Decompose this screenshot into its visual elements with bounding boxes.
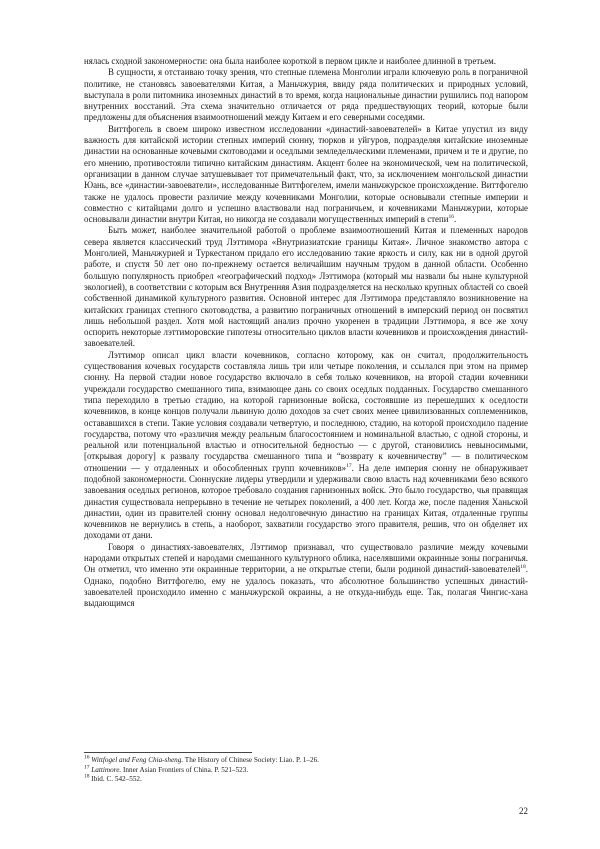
- paragraph-1: нялась сходной закономерности: она была наиболее короткой в первом цикле и наиболее длинной в третьем.: [84, 56, 497, 66]
- paragraph-3: Виттфогель в своем широко известном исследовании «династий-завоевателей» в Китае упустил из виду важность для китайской истории степных империй сюнну, тюрков и уйгуров, подразделяя китайские иноземные династии на основанные кочевыми скотоводами и оседлыми земледельческими племенами, причем и те и другие, по его мнению, противостояли типично китайским династиям. Акцент более на экономической, чем на политической, организации в данном случае затушевывает тот примечательный факт, что, за исключением монгольской династии Юань, все «династии-завоеватели», исследованные Виттфогелем, имели маньчжурское происхождение. Виттфогелю также не удалось провести различие между кочевниками Монголии, которые основывали степные империи и совместно с китайцами долго и успешно властвовали над пограничьем, и кочевниками Маньчжурии, которые основывали династии внутри Китая, но никогда не создавали могущественных империй в степи$^{16}$.: [84, 123, 528, 225]
- footnote-18: $^{18}$ Ibid. C. 542–552.: [84, 773, 142, 784]
- paragraph-5: Лэттимор описал цикл власти кочевников, согласно которому, как он считал, продолжительность существования кочевых государств составляла лишь три или четыре поколения, и ссылался при этом на пример сюнну. На первой стадии новое государство включало в себя только кочевников, на второй стадии кочевники учреждали государство смешанного типа, взимающее дань со своих оседлых подданных. Государство смешанного типа переходило в третью стадию, на которой гарнизонные войска, состоявшие из перешедших к оседлости кочевников, в конце концов получали львиную долю доходов за счет своих менее цивилизованных соплеменников, остававшихся в степи. Такие условия создавали четвертую, и последнюю, стадию, на которой происходило падение государства, потому что «различия между реальным благосостоянием и номинальной властью, с одной стороны, и реальной или потенциальной властью и относительной бедностью — с другой, становились невыносимыми, [открывая дорогу] к развалу государства смешанного типа и “возврату к кочевничеству” — в политическом отношении — у отдаленных и обособленных групп кочевников»$^{17}$. На деле империя сюнну не обнаруживает подобной закономерности. Сюннуские лидеры утвердили и удерживали свою власть над кочевниками безо всякого завоевания оседлых регионов, которое требовало создания гарнизонных войск. Это было государство, чья правящая династия существовала непрерывно в течение не четырех поколений, а 400 лет. Когда же, после падения Ханьской династии, один из правителей сюнну основал недолговечную династию на границах Китая, отдаленные группы кочевников не вернулись в степь, а наоборот, захватили государство этого правителя, решив, что он обделяет их доходами от дани.: [84, 349, 528, 541]
- footnote-ref-16[interactable]: 16: [448, 214, 454, 221]
- paragraph-6: Говоря о династиях-завоевателях, Лэттимор признавал, что существовало различие между кочевыми народами открытых степей и народами смешанного культурного облика, населявшими окраинные зоны пограничья. Он отметил, что именно эти окраинные территории, а не открытые степи, были родиной династий-завоевателей$^{18}$. Однако, подобно Виттфогелю, ему не удалось показать, что абсолютное большинство успешных династий-завоевателей происходило именно с маньчжурской окраины, а не откуда-нибудь еще. Так, полагая Чингис-хана выдающимся: [84, 541, 528, 609]
- body-text: [84, 56, 528, 610]
- page-number: 22: [519, 806, 528, 816]
- paragraph-4: Быть может, наиболее значительной работой о проблеме взаимоотношений Китая и племенных народов севера является классический труд Лэттимора «Внутриазиатские границы Китая». Личное знакомство автора с Монголией, Маньчжурией и Туркестаном придало его исследованию такие яркость и силу, как ни в одной другой работе, и спустя 50 лет оно по-прежнему остается величайшим научным трудом в данной области. Особенно большую популярность приобрел «географический подход» Лэттимора (который мы назвали бы ныне культурной экологией), в соответствии с которым вся Внутренняя Азия подразделяется на несколько крупных областей со своей собственной динамикой культурного развития. Основной интерес для Лэттимора представляло возникновение на китайских границах степного скотоводства, а развитию пограничных отношений в имперский период он посвятил лишь небольшой раздел. Хотя мой настоящий анализ прочно укоренен в традиции Лэттимора, я все же хочу оспорить некоторые лэттиморовские гипотезы относительно циклов власти кочевников и происхождения династий-завоевателей.: [84, 225, 528, 349]
- footnote-divider: [84, 752, 252, 753]
- footnote-17: $^{17}$ Lattimore. Inner Asian Frontiers of China. P. 521–523.: [84, 764, 249, 774]
- footnote-16: $^{16}$ Wittfogel and Feng Chia-sheng. The History of Chinese Society: Liao. P. 1–26.: [84, 754, 319, 764]
- footnote-ref-18[interactable]: 18: [520, 564, 526, 571]
- paragraph-2: В сущности, я отстаиваю точку зрения, что степные племена Монголии играли ключевую роль в пограничной политике, не становясь завоевателями Китая, а Маньчжурия, ввиду ряда политических и природных условий, выступала в роли питомника иноземных династий в то время, когда национальные династии рушились под напором внутренних восстаний. Эта схема значительно отличается от ряда предшествующих теорий, которые были предложены для объяснения взаимоотношений между Китаем и его северными соседями.: [84, 67, 528, 123]
- footnote-ref-17[interactable]: 17: [346, 462, 352, 469]
- footnotes: [84, 756, 528, 785]
